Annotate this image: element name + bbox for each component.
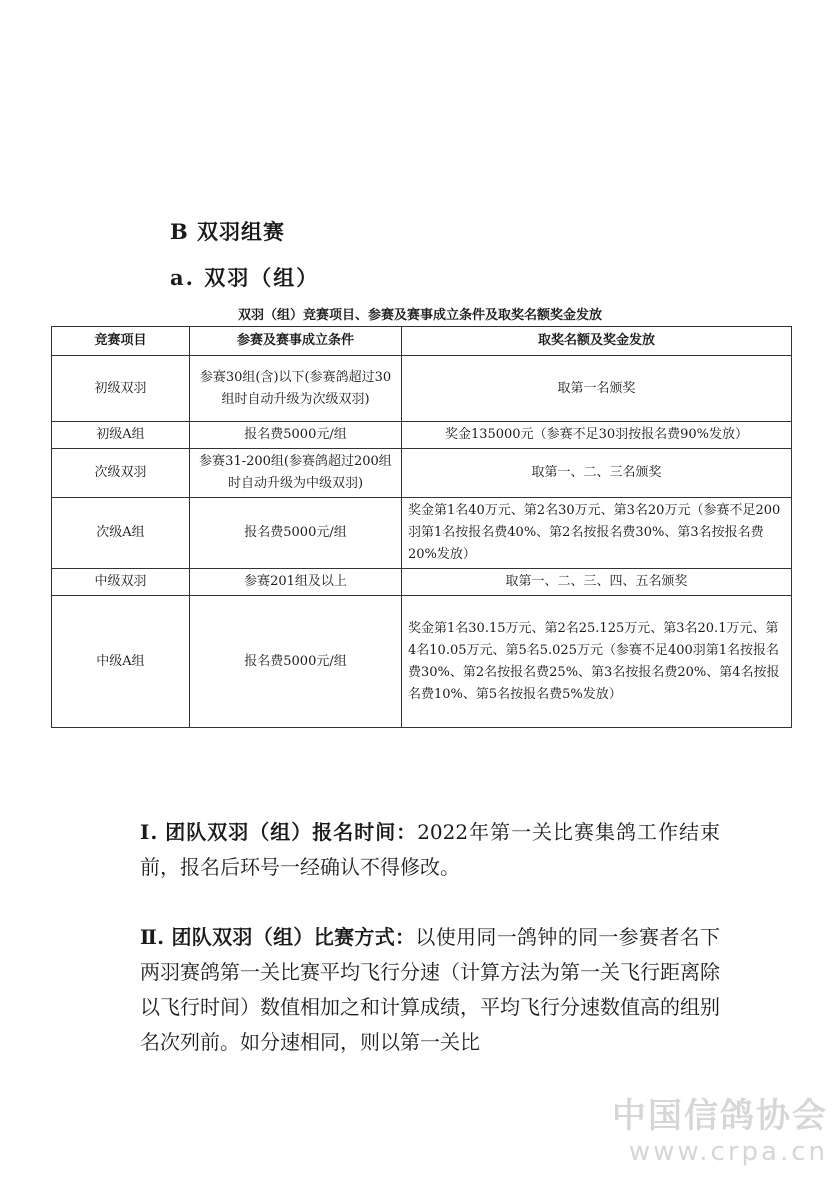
subsection-heading-a: a. 双羽（组） [170,265,320,290]
paragraph-lead: Ⅰ. 团队双羽（组）报名时间： [140,820,418,844]
paragraph-registration-time [140,815,720,885]
cell-item: 初级A组 [52,422,190,449]
section-heading-b: B 双羽组赛 [170,219,286,244]
cell-item: 中级双羽 [52,569,190,596]
table-caption: 双羽（组）竞赛项目、参赛及赛事成立条件及取奖名额奖金发放 [237,308,602,323]
cell-item: 次级双羽 [52,449,190,498]
cell-award: 奖金第1名30.15万元、第2名25.125万元、第3名20.1万元、第4名10.05万元、第5名5.025万元（参赛不足400羽第1名按报名费30%、第2名按报名费25%、第3名按报名费20%、第4名按报名费10%、第5名按报名费5%发放） [402,596,792,728]
table-row [52,449,792,498]
cell-condition: 报名费5000元/组 [190,422,402,449]
watermark-title: 中国信鸽协会 [612,1096,828,1136]
header-award: 取奖名额及奖金发放 [402,327,792,356]
paragraph-body: 2022年第一关比赛集鸽工作结束前，报名后环号一经确认不得修改。 [140,820,720,879]
cell-award: 奖金135000元（参赛不足30羽按报名费90%发放） [402,422,792,449]
cell-item: 中级A组 [52,596,190,728]
cell-award: 取第一、二、三、四、五名颁奖 [402,569,792,596]
cell-condition: 报名费5000元/组 [190,498,402,569]
cell-item: 初级双羽 [52,356,190,422]
paragraph-competition-method [140,920,720,1060]
cell-award: 奖金第1名40万元、第2名30万元、第3名20万元（参赛不足200羽第1名按报名费40%、第2名按报名费30%、第3名按报名费20%发放） [402,498,792,569]
cell-award: 取第一、二、三名颁奖 [402,449,792,498]
cell-item: 次级A组 [52,498,190,569]
competition-table [51,326,792,728]
cell-condition: 参赛30组(含)以下(参赛鸽超过30组时自动升级为次级双羽) [190,356,402,422]
header-item: 竞赛项目 [52,327,190,356]
table-row [52,596,792,728]
cell-award: 取第一名颁奖 [402,356,792,422]
cell-condition: 参赛31-200组(参赛鸽超过200组时自动升级为中级双羽) [190,449,402,498]
paragraph-body: 以使用同一鸽钟的同一参赛者名下两羽赛鸽第一关比赛平均飞行分速（计算方法为第一关飞行距离除以飞行时间）数值相加之和计算成绩，平均飞行分速数值高的组别名次列前。如分速相同，则以第一关比 [140,925,720,1054]
header-condition: 参赛及赛事成立条件 [190,327,402,356]
paragraph-lead: Ⅱ. 团队双羽（组）比赛方式： [140,925,416,949]
watermark [612,1088,828,1167]
table-header-row [52,327,792,356]
cell-condition: 参赛201组及以上 [190,569,402,596]
table-row [52,356,792,422]
table-row [52,569,792,596]
watermark-url: www.crpa.cn [628,1137,828,1167]
table-row [52,498,792,569]
cell-condition: 报名费5000元/组 [190,596,402,728]
table-row [52,422,792,449]
